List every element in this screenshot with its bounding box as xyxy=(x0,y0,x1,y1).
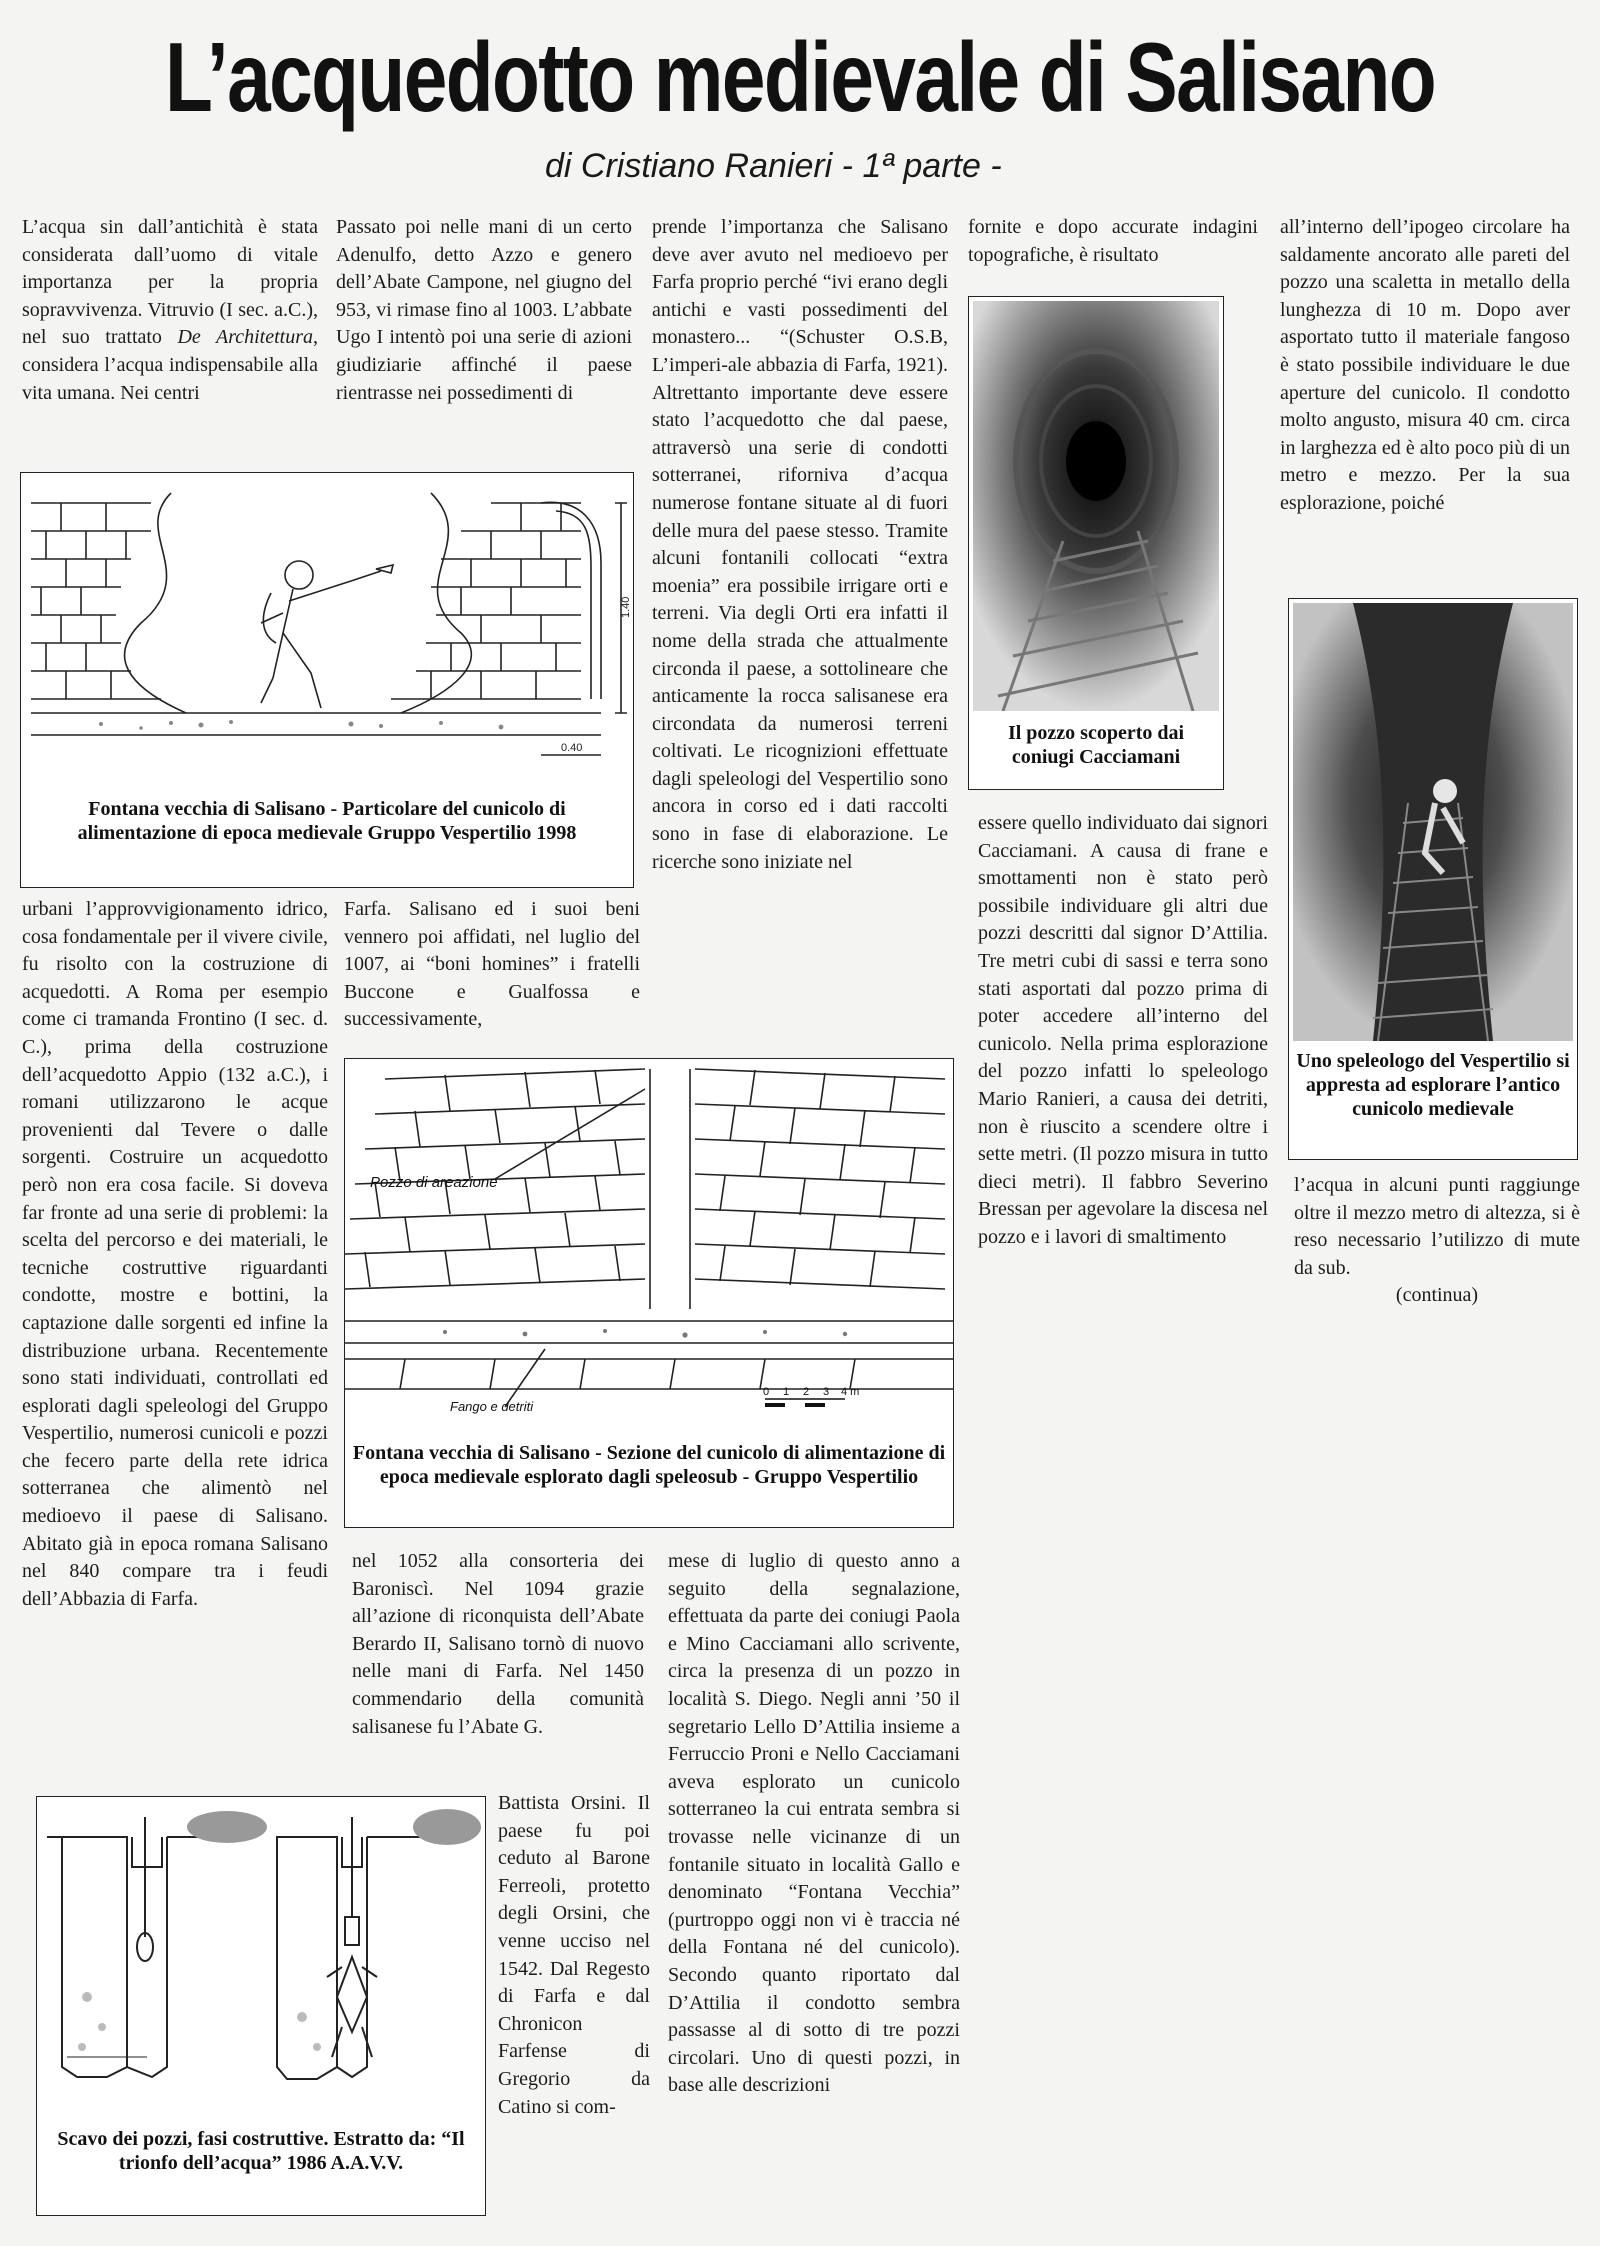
text-column-4-bottom: essere quello individuato dai signori Cacciamani. A causa di frane e smottamenti non è stato però possibile individuare gli altri due pozzi descritti dal signor D’Attilia. Tre metri cubi di sassi e terra sono stati asportati dal pozzo prima di poter accedere all’interno del cunicolo. Nella prima esplorazione del pozzo infatti lo speleologo Mario Ranieri, a causa dei detriti, non è riuscito a scendere oltre i sette metri. (Il pozzo misura in tutto dieci metri). Il fabbro Severino Bressan per agevolare la discesa nel pozzo e i lavori di smaltimento xyxy=(978,812,1268,1248)
figure-section-drawing xyxy=(344,1058,954,1528)
figure-well-caption: Il pozzo scoperto dai coniugi Cacciamani xyxy=(1007,722,1185,768)
text-column-2-lower: nel 1052 alla consorteria dei Baroniscì. Nel 1094 grazie all’azione di riconquista dell’Abate Berardo II, Salisano tornò di nuovo nelle mani di Farfa. Nel 1450 commendario della comunità salisanese fu l’Abate G. xyxy=(352,1550,644,1738)
scale-label: 0 xyxy=(763,1386,770,1398)
caver-photo xyxy=(1293,603,1573,1041)
text-column-1-bottom: urbani l’approvvigionamento idrico, cosa fondamentale per il vivere civile, fu risolto con la costruzione di acquedotti. A Roma per esempio come ci tramanda Frontino (I sec. d. C.), prima della costruzione dell’acquedotto Appio (132 a.C.), i romani utilizzarono le acque provenienti dal Tevere o dalle sorgenti. Costruire un acquedotto però non era cosa facile. Si doveva far fronte ad una serie di problemi: la scelta del percorso e dei materiali, le tecniche costruttive riguardanti condotte, mostre e bottini, la captazione dalle sorgenti ed infine la distribuzione urbana. Recentemente sono stati individuati, controllati ed esplorati dagli speleologi del Gruppo Vespertilio, numerosi cunicoli e pozzi che fecero parte della rete idrica sotterranea che alimentò nel medioevo il paese di Salisano. Abitato già in epoca romana Salisano nel 840 compare tra i feudi dell’Abbazia di Farfa. xyxy=(22,898,328,1610)
figure-excavation-caption: Scavo dei pozzi, fasi costruttive. Estratto da: “Il trionfo dell’acqua” 1986 A.A.V.V. xyxy=(57,2128,465,2174)
article-byline: di Cristiano Ranieri - 1ª parte - xyxy=(545,147,1002,185)
text-column-2-middle: Farfa. Salisano ed i suoi beni vennero poi affidati, nel luglio del 1007, ai “boni homines” i fratelli Buccone e Gualfossa e successivamente, xyxy=(344,898,640,1031)
excavation-drawing xyxy=(37,1797,485,2097)
figure-excavation-drawing xyxy=(36,1796,486,2216)
well-photo xyxy=(973,301,1219,711)
text-column-1-top xyxy=(22,214,318,444)
text-span: L’acqua sin dall’antichità è stata considerata dall’uomo di vitale importanza per la propria sopravvivenza. Vitruvio (I sec. a.C.), nel suo trattato xyxy=(22,216,318,349)
scale-label: 2 xyxy=(803,1386,810,1398)
figure-tunnel-drawing xyxy=(20,472,634,888)
scale-label: 4 m xyxy=(841,1386,860,1398)
section-drawing xyxy=(345,1059,953,1419)
figure-caver-photo xyxy=(1288,598,1578,1160)
caver-photo-graphic xyxy=(1293,603,1573,1041)
text-column-2-bottom: Battista Orsini. Il paese fu poi ceduto al Barone Ferreoli, protetto degli Orsini, che venne ucciso nel 1542. Dal Regesto di Farfa e dal Chronicon Farfense di Gregorio da Catino si com- xyxy=(498,1792,650,2118)
text-span: , considera l’acqua indispensabile alla vita umana. Nei centri xyxy=(22,326,318,404)
text-span: l’acqua in alcuni punti raggiunge oltre il mezzo metro di altezza, si è reso necessario l’utilizzo di mute da sub. xyxy=(1294,1174,1580,1279)
text-column-3-bottom: mese di luglio di questo anno a seguito della segnalazione, effettuata da parte dei coniugi Paola e Mino Cacciamani allo scrivente, circa la presenza di un pozzo in località S. Diego. Negli anni ’50 il segretario Lello D’Attilia insieme a Ferruccio Proni e Nello Cacciamani aveva esplorato un cunicolo sotterraneo la cui entrata sembra si trovasse nelle vicinanze di un fontanile situato in località Gallo e denominato “Fontana Vecchia” (purtroppo oggi non vi è traccia né della Fontana né del cunicolo). Secondo quanto riportato dal D’Attilia il condotto sembra passasse al di sotto di tre pozzi circolari. Uno di questi pozzi, in base alle descrizioni xyxy=(668,1550,960,2097)
figure-caver-caption: Uno speleologo del Vespertilio si appresta ad esplorare l’antico cunicolo medievale xyxy=(1296,1050,1570,1120)
figure-tunnel-caption: Fontana vecchia di Salisano - Particolare del cunicolo di alimentazione di epoca medievale Gruppo Vespertilio 1998 xyxy=(77,798,577,844)
label-mud-debris: Fango e detriti xyxy=(450,1399,534,1414)
tunnel-drawing xyxy=(21,473,633,773)
article-title: L’acquedotto medievale di Salisano xyxy=(164,22,1436,132)
figure-section-caption: Fontana vecchia di Salisano - Sezione del cunicolo di alimentazione di epoca medievale esplorato dagli speleosub - Gruppo Vespertilio xyxy=(352,1442,946,1488)
tunnel-photo-graphic xyxy=(973,301,1219,711)
continued-note: (continua) xyxy=(1395,1284,1479,1307)
text-column-4-top: fornite e dopo accurate indagini topografiche, è risultato xyxy=(968,216,1258,266)
dimension-vertical: 1.40 xyxy=(620,596,632,618)
scale-label: 1 xyxy=(783,1386,790,1398)
text-column-5-bottom xyxy=(1294,1172,1580,1322)
dimension-horizontal: 0.40 xyxy=(561,742,583,754)
text-column-5-top: all’interno dell’ipogeo circolare ha saldamente ancorato alle pareti del pozzo una scaletta in metallo della lunghezza di 10 m. Dopo aver asportato tutto il materiale fangoso è stato possibile individuare le due aperture del cunicolo. Il condotto molto angusto, misura 40 cm. circa in larghezza ed è alto poco più di un metro e mezzo. Per la sua esplorazione, poiché xyxy=(1280,216,1570,514)
text-column-2-top: Passato poi nelle mani di un certo Adenulfo, detto Azzo e genero dell’Abate Campone, nel giugno del 953, vi rimase fino al 1003. L’abbate Ugo I intentò poi una serie di azioni giudiziarie affinché il paese rientrasse nei possedimenti di xyxy=(336,216,632,404)
scale-label: 3 xyxy=(823,1386,830,1398)
figure-well-photo xyxy=(968,296,1224,790)
label-aeration-well: Pozzo di areazione xyxy=(370,1174,498,1191)
book-title: De Architettura xyxy=(177,326,314,349)
text-column-3-top: prende l’importanza che Salisano deve aver avuto nel medioevo per Farfa proprio perché “ivi erano degli antichi e vasti possedimenti del monastero... “(Schuster O.S.B, L’imperi-ale abbazia di Farfa, 1921). Altrettanto importante deve essere stato l’acquedotto che dal paese, attraversò una serie di condotti sotterranei, riforniva d’acqua numerose fontane situate al di fuori delle mura del paese stesso. Tramite alcuni fontanili collocati “extra moenia” era possibile irrigare orti e terreni. Via degli Orti era infatti il nome della strada che attualmente circonda il paese, a sottolineare che anticamente la rocca salisanese era circondata da numerosi terreni coltivati. Le ricognizioni effettuate dagli speleologi del Vespertilio sono ancora in corso ed i dati raccolti sono in fase di elaborazione. Le ricerche sono iniziate nel xyxy=(652,216,948,873)
